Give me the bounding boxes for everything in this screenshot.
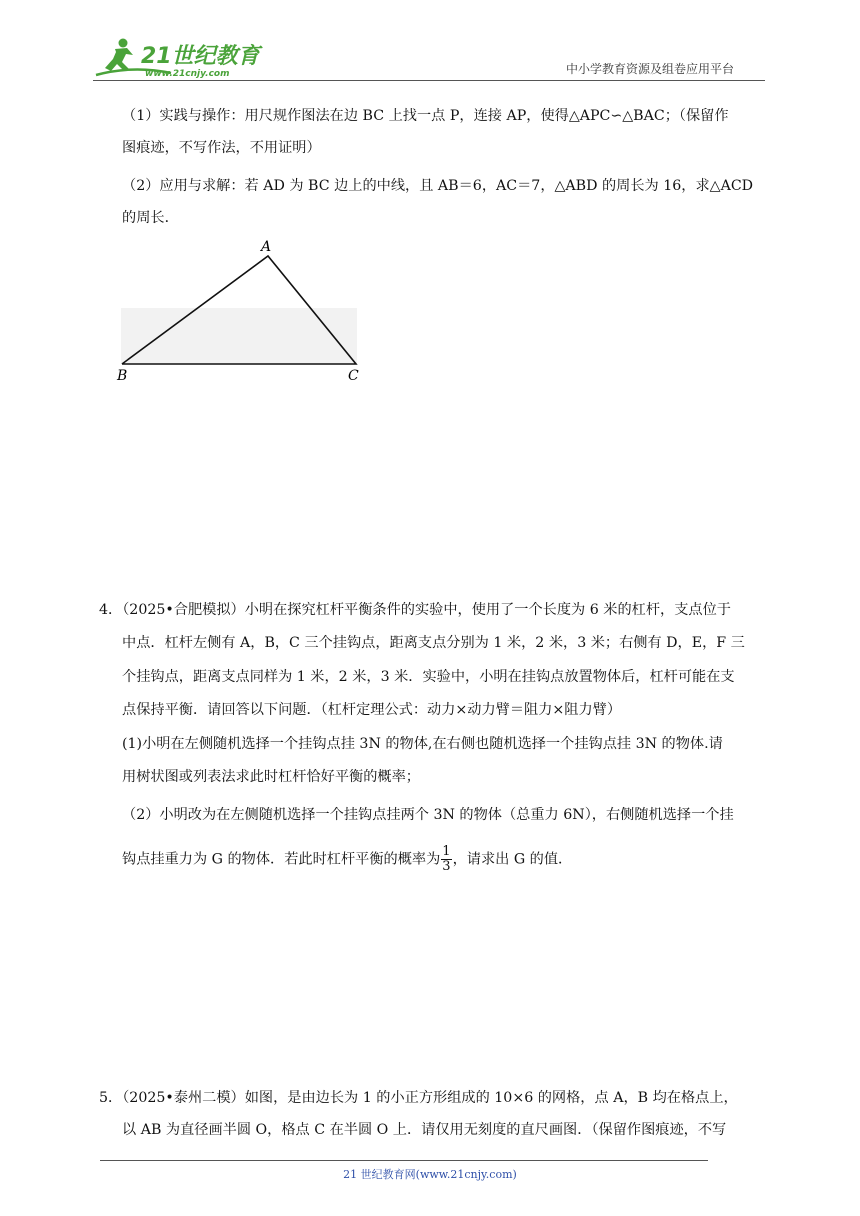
logo-subtext: www.21cnjy.com <box>145 69 230 79</box>
q3-part1-line1: （1）实践与操作：用尺规作图法在边 BC 上找一点 P，连接 AP，使得△APC∽△BAC；（保留作 <box>122 108 729 124</box>
vertex-c-label: C <box>348 368 359 384</box>
q5-stem-line1: 5．（2025•泰州二模）如图，是由边长为 1 的小正方形组成的 10×6 的网格，点 A，B 均在格点上， <box>99 1090 738 1106</box>
q4-stem-line2: 中点．杠杆左侧有 A，B，C 三个挂钩点，距离支点分别为 1 米，2 米，3 米；右侧有 D，E，F 三 <box>122 635 745 651</box>
q4-part1-line1: (1)小明在左侧随机选择一个挂钩点挂 3N 的物体,在右侧也随机选择一个挂钩点挂 3N 的物体.请 <box>122 736 723 752</box>
runner-logo-icon <box>93 35 263 79</box>
q4-part1-line2: 用树状图或列表法求此时杠杆恰好平衡的概率； <box>122 769 420 785</box>
fraction-denominator: 3 <box>442 859 451 874</box>
logo-text: 21世纪教育 <box>141 44 260 69</box>
q3-part2-line1: （2）应用与求解：若 AD 为 BC 边上的中线，且 AB＝6，AC＝7，△ABD 的周长为 16，求△ACD <box>122 178 754 194</box>
q4-part2-line2-before: 钩点挂重力为 G 的物体．若此时杠杆平衡的概率为 <box>122 851 441 868</box>
vertex-b-label: B <box>117 368 128 384</box>
q3-part2-line2: 的周长． <box>122 210 179 226</box>
vertex-a-label: A <box>261 239 272 255</box>
header-divider <box>93 80 765 81</box>
q4-part2-line2-after: ，请求出 G 的值． <box>452 851 573 868</box>
footer-link[interactable]: 21 世纪教育网(www.21cnjy.com) <box>343 1168 517 1181</box>
q5-stem-line2: 以 AB 为直径画半圆 O，格点 C 在半圆 O 上．请仅用无刻度的直尺画图．（保留作图痕迹，不写 <box>122 1122 727 1138</box>
q4-stem-line1: 4．（2025•合肥模拟）小明在探究杠杆平衡条件的实验中，使用了一个长度为 6 米的杠杆，支点位于 <box>99 602 731 618</box>
q3-part1-line2: 图痕迹，不写作法，不用证明） <box>122 140 321 156</box>
site-logo <box>93 35 263 79</box>
header-platform-label: 中小学教育资源及组卷应用平台 <box>566 62 735 76</box>
q4-part2-line1: （2）小明改为在左侧随机选择一个挂钩点挂两个 3N 的物体（总重力 6N），右侧随机选择一个挂 <box>122 807 734 823</box>
q4-part2-line2 <box>122 845 572 874</box>
triangle-abc-figure <box>113 236 365 384</box>
q4-stem-line3: 个挂钩点，距离支点同样为 1 米，2 米，3 米．实验中，小明在挂钩点放置物体后，杠杆可能在支 <box>122 669 735 685</box>
fraction-one-third <box>441 845 451 874</box>
q4-stem-line4: 点保持平衡．请回答以下问题．（杠杆定理公式：动力×动力臂＝阻力×阻力臂） <box>122 702 622 718</box>
fraction-numerator: 1 <box>442 844 451 859</box>
footer-divider <box>100 1160 708 1161</box>
